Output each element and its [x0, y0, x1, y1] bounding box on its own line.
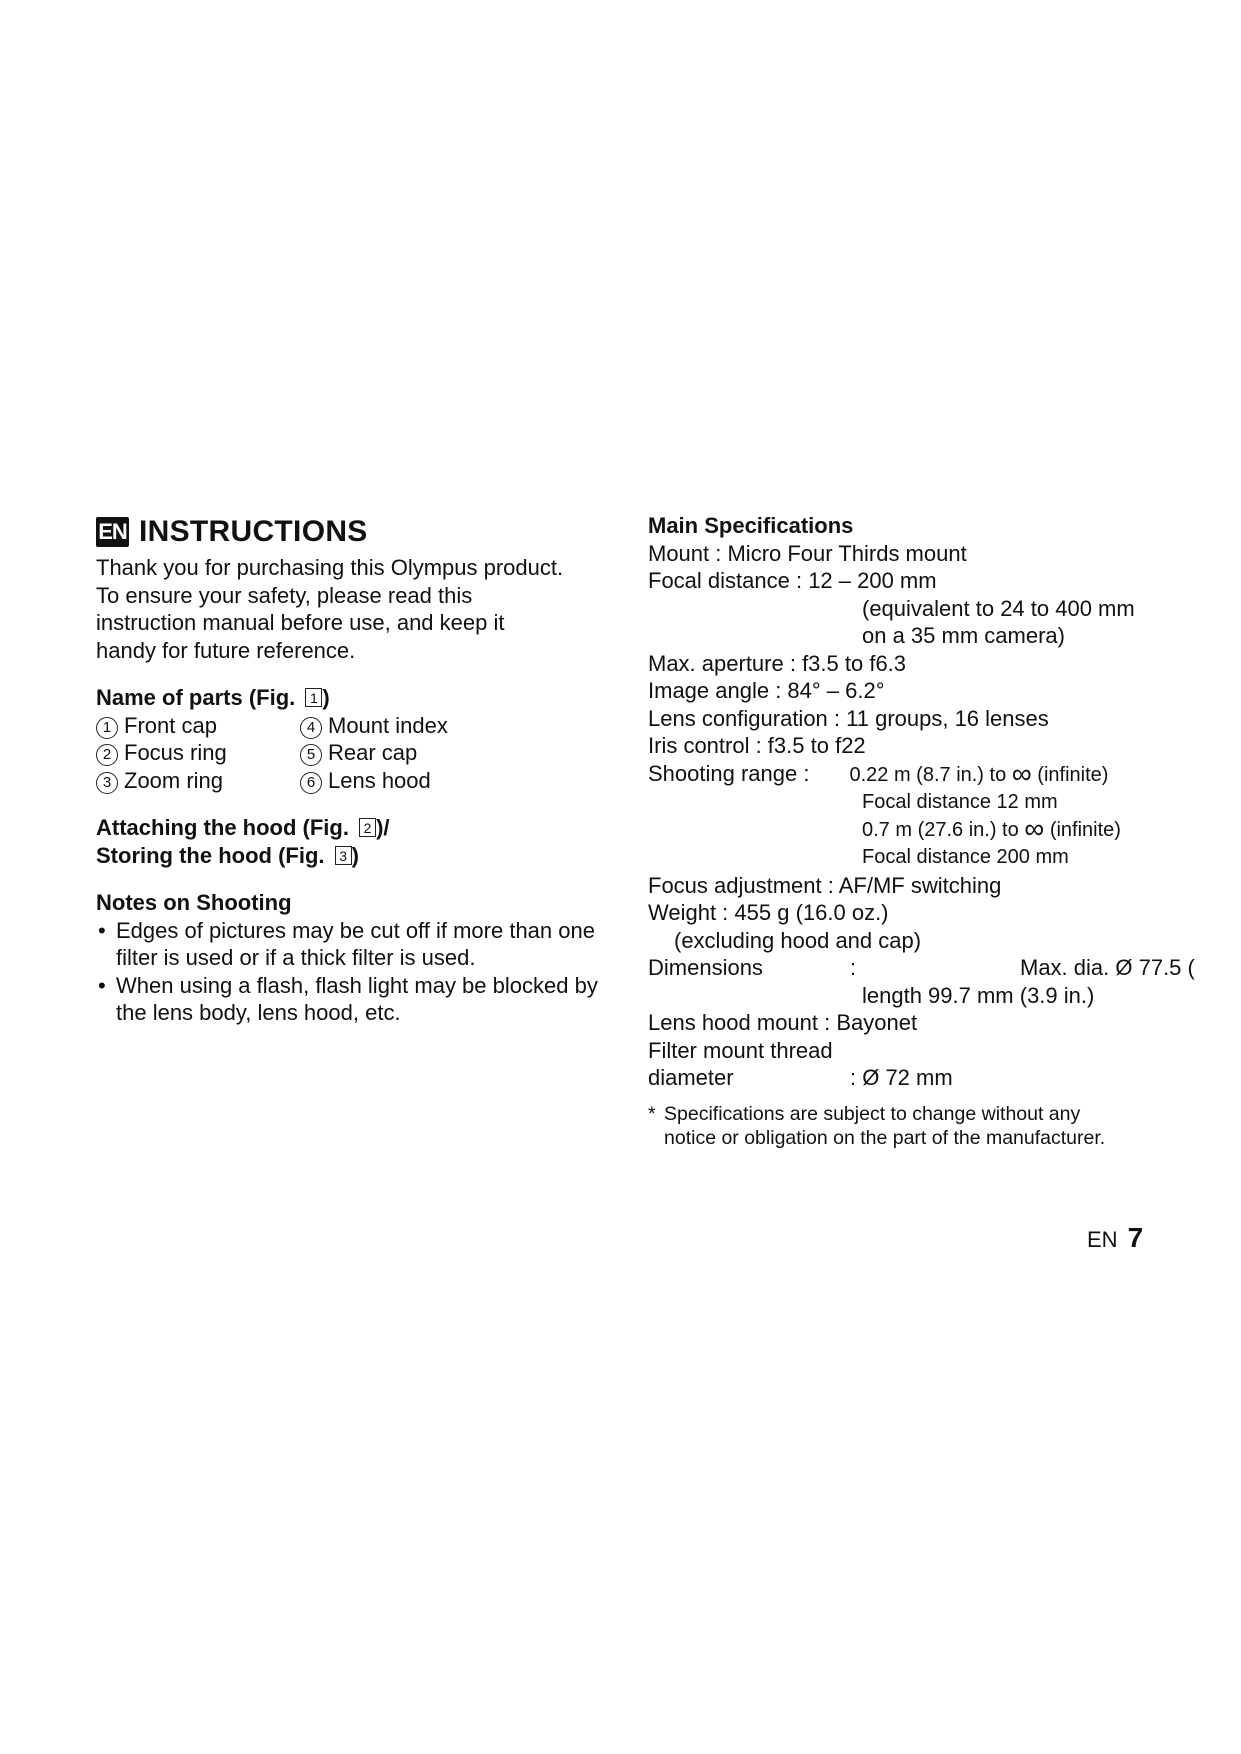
fig-1-box: 1	[305, 688, 322, 707]
part-number: 6	[300, 772, 322, 794]
store-heading-text: Storing the hood (Fig.	[96, 842, 331, 868]
spec-image-angle: Image angle : 84° – 6.2°	[648, 678, 885, 703]
part-label: Rear cap	[328, 740, 418, 765]
part-item	[96, 739, 300, 767]
spec-mount: Mount : Micro Four Thirds mount	[648, 540, 967, 566]
spec-weight-sub: (excluding hood and cap)	[674, 927, 922, 953]
shooting-near: 0.7 m (27.6 in.) to	[862, 818, 1025, 841]
shooting-label: Shooting range :	[648, 760, 810, 786]
shooting-infinite: (infinite)	[1031, 763, 1109, 786]
shooting-sub: Focal distance 200 mm	[862, 846, 1069, 868]
footnote-line: notice or obligation on the part of the manufacturer.	[664, 1126, 1106, 1149]
part-label: Lens hood	[328, 767, 431, 793]
filter-diameter-value: : Ø 72 mm	[850, 1065, 953, 1090]
part-item	[96, 712, 300, 740]
dimensions-label: Dimensions	[648, 955, 763, 980]
asterisk: *	[648, 1102, 656, 1125]
intro-paragraph	[96, 554, 616, 664]
parts-heading-text: Name of parts (Fig.	[96, 685, 302, 710]
intro-line: Thank you for purchasing this Olympus product.	[96, 555, 564, 580]
spec-filter-diameter	[648, 1064, 1241, 1092]
part-item	[300, 739, 616, 767]
footnote-text: Specifications are subject to change without any	[664, 1102, 1081, 1125]
part-number: 2	[96, 744, 118, 766]
part-item	[96, 767, 300, 795]
spec-footnote	[648, 1102, 1241, 1150]
intro-line: handy for future reference.	[96, 637, 356, 663]
shooting-sub: Focal distance 12 mm	[862, 791, 1058, 813]
note-bullet	[96, 972, 616, 1027]
intro-line: To ensure your safety, please read this	[96, 582, 473, 608]
spec-shooting-range-2	[648, 812, 1241, 845]
specs-heading: Main Specifications	[648, 513, 854, 538]
part-number: 5	[300, 744, 322, 766]
bullet-dot: •	[98, 972, 106, 998]
spec-iris: Iris control : f3.5 to f22	[648, 733, 866, 758]
instructions-column	[96, 512, 616, 1027]
shooting-near: 0.22 m (8.7 in.) to	[849, 763, 1012, 786]
part-item	[300, 767, 616, 795]
intro-line: instruction manual before use, and keep it	[96, 610, 505, 635]
note-text: Edges of pictures may be cut off if more than one filter is used or if a thick filter is used.	[116, 917, 595, 970]
note-text: When using a flash, flash light may be blocked by the lens body, lens hood, etc.	[116, 972, 598, 1025]
spec-focal-distance: Focal distance : 12 – 200 mm	[648, 568, 937, 593]
en-language-badge: EN	[96, 517, 129, 547]
part-number: 3	[96, 772, 118, 794]
spec-aperture: Max. aperture : f3.5 to f6.3	[648, 650, 907, 676]
spec-lens-config: Lens configuration : 11 groups, 16 lenses	[648, 705, 1049, 731]
spec-focal-equiv: (equivalent to 24 to 400 mm	[862, 595, 1135, 621]
note-bullet	[96, 917, 616, 972]
store-heading-close: )	[351, 842, 359, 868]
parts-list	[96, 712, 616, 795]
part-item	[300, 712, 616, 740]
spec-shooting-range	[648, 757, 1241, 790]
parts-heading-close: )	[322, 685, 330, 710]
filter-diameter-label: diameter	[648, 1065, 734, 1090]
part-label: Mount index	[328, 712, 448, 738]
bullet-dot: •	[98, 917, 106, 943]
notes-heading: Notes on Shooting	[96, 890, 292, 915]
specifications-column	[648, 512, 1241, 1150]
attach-heading-text: Attaching the hood (Fig.	[96, 815, 356, 840]
part-label: Focus ring	[124, 740, 227, 765]
attach-heading-close: )/	[376, 815, 390, 840]
part-number: 4	[300, 717, 322, 739]
footer-lang: EN	[1087, 1227, 1118, 1252]
spec-focus-adjustment: Focus adjustment : AF/MF switching	[648, 872, 1002, 898]
footnote-line	[648, 1102, 1241, 1126]
attach-hood-heading	[96, 814, 616, 842]
spec-filter-thread: Filter mount thread	[648, 1037, 833, 1063]
part-label: Zoom ring	[124, 767, 224, 793]
part-label: Front cap	[124, 712, 217, 738]
infinity-icon: ∞	[1024, 812, 1045, 844]
shooting-infinite: (infinite)	[1044, 818, 1121, 841]
page-footer	[1087, 1222, 1143, 1254]
infinity-icon: ∞	[1011, 757, 1032, 789]
parts-heading	[96, 684, 616, 712]
dimensions-colon: :	[850, 955, 857, 980]
dimensions-value: Max. dia. Ø 77.5 (	[1020, 955, 1195, 980]
fig-2-box: 2	[359, 818, 376, 837]
spec-dimensions-length: length 99.7 mm (3.9 in.)	[862, 982, 1095, 1008]
fig-3-box: 3	[335, 846, 352, 865]
page-number: 7	[1127, 1222, 1144, 1253]
spec-hood-mount: Lens hood mount : Bayonet	[648, 1010, 918, 1035]
title-text: INSTRUCTIONS	[139, 515, 368, 548]
spec-weight: Weight : 455 g (16.0 oz.)	[648, 900, 889, 925]
spec-dimensions	[648, 954, 1241, 982]
part-number: 1	[96, 717, 118, 739]
spec-focal-equiv: on a 35 mm camera)	[862, 623, 1065, 648]
instructions-title	[96, 512, 616, 552]
store-hood-heading	[96, 842, 616, 870]
